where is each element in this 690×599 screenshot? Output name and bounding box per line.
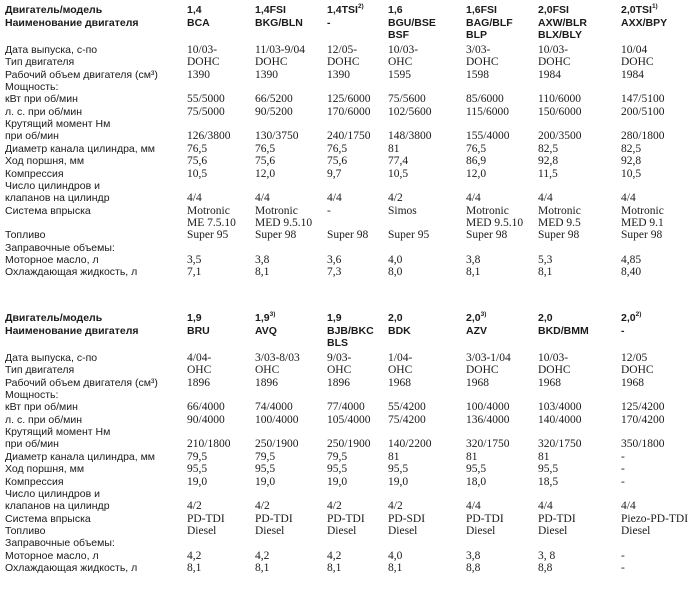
engine-size-text: 1,9	[187, 312, 202, 324]
column-engine-code: AXW/BLR	[538, 16, 587, 29]
table-cell: 115/6000	[466, 105, 510, 118]
table-cell: 1598	[466, 68, 489, 81]
table-cell: Super 95	[388, 229, 430, 242]
table-cell: 210/1800	[187, 438, 231, 451]
header-label: Двигатель/модель	[5, 4, 103, 16]
table-cell: 8,1	[255, 561, 270, 574]
row-label: Тип двигателя	[5, 364, 75, 377]
table-cell: 82,5	[538, 142, 559, 155]
engine-size-text: 1,4TSI	[327, 4, 358, 16]
table-cell: PD-TDI	[538, 512, 576, 525]
table-cell: 4/2	[187, 500, 202, 513]
table-cell: 1595	[388, 68, 411, 81]
table-cell: 76,5	[466, 142, 487, 155]
column-engine-size	[621, 4, 658, 16]
table-cell: 4,0	[388, 253, 403, 266]
table-cell: 76,5	[255, 142, 276, 155]
table-cell: 4/4	[466, 192, 481, 205]
row-label: Заправочные объемы:	[5, 537, 115, 550]
table-cell: 125/4200	[621, 401, 665, 414]
row-label: клапанов на цилиндр	[5, 500, 110, 513]
table-cell: 10/03-	[538, 352, 569, 364]
table-cell: Motronic	[466, 204, 509, 217]
table-cell: 81	[388, 142, 400, 155]
table-cell: 126/3800	[187, 130, 231, 143]
table-cell: 3, 8	[538, 549, 556, 562]
table-cell: 4/4	[187, 192, 202, 205]
table-cell: 130/3750	[255, 130, 299, 143]
table-cell: 90/5200	[255, 105, 293, 118]
table-cell: 125/6000	[327, 93, 371, 106]
table-cell: 19,0	[388, 475, 409, 488]
table-cell: Diesel	[538, 524, 568, 537]
table-cell: 79,5	[255, 450, 276, 463]
table-cell: 1968	[621, 376, 644, 389]
row-label: Рабочий объем двигателя (см³)	[5, 68, 158, 81]
table-cell: DOHC	[327, 56, 360, 69]
table-cell: 95,5	[187, 463, 208, 476]
table-cell: 4/4	[538, 192, 553, 205]
engine-size-text: 1,4FSI	[255, 4, 286, 16]
table-cell: 92,8	[621, 155, 642, 168]
row-label: Тип двигателя	[5, 56, 75, 69]
column-engine-size	[187, 312, 202, 324]
row-label: Диаметр канала цилиндра, мм	[5, 450, 156, 463]
table-cell: 1968	[466, 376, 489, 389]
row-label: Дата выпуска, с-по	[5, 44, 98, 56]
table-cell: 55/4200	[388, 401, 426, 414]
table-cell: 200/3500	[538, 130, 582, 143]
table-cell: 148/3800	[388, 130, 432, 143]
table-cell: 200/5100	[621, 105, 665, 118]
table-cell: MED 9.5.10	[255, 216, 313, 229]
table-cell: OHC	[187, 364, 212, 377]
table-cell: 74/4000	[255, 401, 293, 414]
table-cell: Super 98	[538, 229, 580, 242]
table-cell: 250/1900	[255, 438, 299, 451]
engine-size-text: 2,0FSI	[538, 4, 569, 16]
table-cell: Diesel	[466, 524, 496, 537]
table-cell: 1896	[255, 376, 278, 389]
column-engine-code: BGU/BSE	[388, 16, 436, 29]
table-cell: 18,0	[466, 475, 487, 488]
table-cell: DOHC	[621, 364, 654, 377]
table-cell: PD-TDI	[187, 512, 225, 525]
table-cell: 75/5000	[187, 105, 225, 118]
table-cell: 170/6000	[327, 105, 371, 118]
column-engine-code: BCA	[187, 16, 210, 29]
row-label: Моторное масло, л	[5, 549, 99, 562]
row-label: при об/мин	[5, 130, 59, 143]
table-cell: 10,5	[388, 167, 409, 180]
table-cell: Super 98	[327, 229, 369, 242]
table-cell: 3/03-	[466, 44, 491, 56]
table-cell: 8,1	[187, 561, 202, 574]
table-cell: 90/4000	[187, 413, 225, 426]
column-engine-code: -	[327, 16, 331, 29]
table-cell: -	[327, 204, 331, 217]
table-cell: 10,5	[187, 167, 208, 180]
column-engine-code: BDK	[388, 324, 411, 337]
table-cell: DOHC	[538, 56, 571, 69]
row-label: Рабочий объем двигателя (см³)	[5, 376, 158, 389]
table-cell: 76,5	[327, 142, 348, 155]
row-label: клапанов на цилиндр	[5, 192, 110, 205]
row-label: Моторное масло, л	[5, 253, 99, 266]
table-cell: Diesel	[255, 524, 285, 537]
table-cell: 12,0	[466, 167, 487, 180]
table-cell: 77,4	[388, 155, 409, 168]
table-cell: 95,5	[538, 463, 559, 476]
table-cell: 10/03-	[388, 44, 419, 56]
table-cell: DOHC	[466, 364, 499, 377]
table-cell: 100/4000	[255, 413, 299, 426]
table-cell: PD-TDI	[327, 512, 365, 525]
table-cell: 8,8	[538, 561, 553, 574]
table-cell: -	[621, 549, 625, 562]
table-cell: 66/5200	[255, 93, 293, 106]
table-cell: 4/4	[466, 500, 481, 513]
table-cell: 4,85	[621, 253, 642, 266]
table-cell: 3,5	[187, 253, 202, 266]
table-cell: 4/2	[388, 192, 403, 205]
table-cell: 75,6	[255, 155, 276, 168]
table-cell: 1984	[538, 68, 561, 81]
table-cell: Motronic	[187, 204, 230, 217]
row-label: Число цилиндров и	[5, 179, 100, 192]
row-label: Ход поршня, мм	[5, 155, 85, 168]
table-cell: 4/04-	[187, 352, 212, 364]
table-cell: 4,2	[327, 549, 342, 562]
header-label: Наименование двигателя	[5, 324, 139, 337]
table-cell: Motronic	[538, 204, 581, 217]
table-cell: 10,5	[621, 167, 642, 180]
row-label: Система впрыска	[5, 512, 91, 525]
table-cell: 7,3	[327, 266, 342, 279]
column-engine-code: BAG/BLF	[466, 16, 513, 29]
table-cell: DOHC	[538, 364, 571, 377]
table-cell: Super 95	[187, 229, 229, 242]
table-cell: 4/4	[255, 192, 270, 205]
table-cell: 10/03-	[187, 44, 218, 56]
table-cell: 4,2	[255, 549, 270, 562]
row-label: Заправочные объемы:	[5, 241, 115, 254]
table-cell: Diesel	[187, 524, 217, 537]
row-label: кВт при об/мин	[5, 93, 78, 106]
table-cell: 3,8	[466, 549, 481, 562]
table-cell: 1390	[327, 68, 350, 81]
engine-size-text: 2,0	[538, 312, 553, 324]
table-cell: 105/4000	[327, 413, 371, 426]
header-label: Наименование двигателя	[5, 16, 139, 29]
table-cell: 1984	[621, 68, 644, 81]
column-engine-size	[388, 312, 403, 324]
table-cell: 4,2	[187, 549, 202, 562]
table-cell: 19,0	[255, 475, 276, 488]
table-cell: 76,5	[187, 142, 208, 155]
table-cell: 8,1	[538, 266, 553, 279]
table-cell: PD-TDI	[255, 512, 293, 525]
column-engine-size	[466, 312, 486, 324]
table-cell: Diesel	[388, 524, 418, 537]
column-engine-size	[255, 4, 286, 16]
table-cell: 5,3	[538, 253, 553, 266]
table-cell: 4/4	[538, 500, 553, 513]
column-engine-code-cont: BLP	[466, 29, 487, 41]
footnote-mark: 3)	[269, 311, 276, 318]
table-cell: MED 9.1	[621, 216, 664, 229]
table-cell: PD-TDI	[466, 512, 504, 525]
table-cell: MED 9.5	[538, 216, 581, 229]
table-cell: 320/1750	[466, 438, 510, 451]
footnote-mark: 3)	[480, 311, 487, 318]
table-cell: 150/6000	[538, 105, 582, 118]
table-cell: 155/4000	[466, 130, 510, 143]
footnote-mark: 1)	[651, 3, 658, 10]
table-cell: 10/03-	[538, 44, 569, 56]
row-label: Крутящий момент Нм	[5, 426, 111, 439]
table-cell: 8,1	[255, 266, 270, 279]
engine-size-text: 2,0	[388, 312, 403, 324]
column-engine-size	[621, 312, 641, 324]
table-cell: 8,8	[466, 561, 481, 574]
table-cell: -	[621, 475, 625, 488]
table-cell: 82,5	[621, 142, 642, 155]
column-engine-code-cont: BLX/BLY	[538, 29, 582, 41]
row-label: Система впрыска	[5, 204, 91, 217]
row-label: Дата выпуска, с-по	[5, 352, 98, 364]
table-cell: 102/5600	[388, 105, 432, 118]
table-cell: 3,6	[327, 253, 342, 266]
table-cell: 320/1750	[538, 438, 582, 451]
engine-size-text: 1,9	[255, 312, 270, 324]
table-cell: PD-SDI	[388, 512, 426, 525]
table-cell: 81	[388, 450, 400, 463]
table-cell: Diesel	[327, 524, 357, 537]
table-cell: 92,8	[538, 155, 559, 168]
table-cell: 1/04-	[388, 352, 413, 364]
table-cell: 7,1	[187, 266, 202, 279]
table-cell: 250/1900	[327, 438, 371, 451]
row-label: Число цилиндров и	[5, 487, 100, 500]
table-cell: 240/1750	[327, 130, 371, 143]
column-engine-size	[327, 4, 364, 16]
engine-size-text: 1,6FSI	[466, 4, 497, 16]
row-label: Топливо	[5, 524, 46, 537]
table-cell: 95,5	[327, 463, 348, 476]
row-label: Охлаждающая жидкость, л	[5, 266, 138, 279]
table-cell: 280/1800	[621, 130, 665, 143]
table-cell: 140/2200	[388, 438, 432, 451]
table-cell: 100/4000	[466, 401, 510, 414]
column-engine-code-cont: BLS	[327, 337, 348, 349]
table-cell: Piezo-PD-TDI	[621, 512, 689, 525]
table-cell: 1968	[538, 376, 561, 389]
table-cell: 8,1	[327, 561, 342, 574]
table-cell: 86,9	[466, 155, 487, 168]
table-cell: 95,5	[388, 463, 409, 476]
table-cell: DOHC	[621, 56, 654, 69]
table-cell: 1390	[187, 68, 210, 81]
table-cell: 8,0	[388, 266, 403, 279]
column-engine-size	[388, 4, 403, 16]
table-cell: 79,5	[327, 450, 348, 463]
engine-size-text: 2,0	[621, 312, 636, 324]
table-cell: 3/03-1/04	[466, 352, 511, 364]
table-cell: 12/05-	[327, 44, 358, 56]
engine-size-text: 2,0TSI	[621, 4, 652, 16]
table-cell: 140/4000	[538, 413, 582, 426]
table-cell: 75/5600	[388, 93, 426, 106]
table-cell: 79,5	[187, 450, 208, 463]
table-cell: 1968	[388, 376, 411, 389]
row-label: Охлаждающая жидкость, л	[5, 561, 138, 574]
table-cell: Motronic	[621, 204, 664, 217]
table-cell: Diesel	[621, 524, 651, 537]
column-engine-size	[538, 4, 569, 16]
table-cell: 8,1	[388, 561, 403, 574]
row-label: Компрессия	[5, 475, 64, 488]
table-cell: 75/4200	[388, 413, 426, 426]
table-cell: 10/04	[621, 44, 648, 56]
column-engine-size	[466, 4, 497, 16]
table-cell: -	[621, 463, 625, 476]
table-cell: 75,6	[327, 155, 348, 168]
table-cell: -	[621, 450, 625, 463]
table-cell: 18,5	[538, 475, 559, 488]
table-cell: 3/03-8/03	[255, 352, 300, 364]
table-cell: MED 9.5.10	[466, 216, 524, 229]
table-cell: 4/4	[621, 192, 636, 205]
table-cell: Super 98	[621, 229, 663, 242]
column-engine-code: AZV	[466, 324, 487, 337]
table-cell: 11/03-9/04	[255, 44, 306, 56]
table-cell: OHC	[388, 56, 413, 69]
table-cell: DOHC	[187, 56, 220, 69]
engine-size-text: 1,6	[388, 4, 403, 16]
column-engine-code: AXX/BPY	[621, 16, 668, 29]
table-cell: Motronic	[255, 204, 298, 217]
row-label: Ход поршня, мм	[5, 463, 85, 476]
row-label: Крутящий момент Нм	[5, 118, 111, 131]
column-engine-code: BJB/BKC	[327, 324, 374, 337]
row-label: л. с. при об/мин	[5, 105, 83, 118]
table-cell: OHC	[388, 364, 413, 377]
table-cell: 77/4000	[327, 401, 365, 414]
table-cell: 4/4	[327, 192, 342, 205]
row-label: кВт при об/мин	[5, 401, 78, 414]
table-cell: 4/2	[327, 500, 342, 513]
table-cell: 81	[466, 450, 478, 463]
row-label: л. с. при об/мин	[5, 413, 83, 426]
table-cell: OHC	[255, 364, 280, 377]
table-cell: 350/1800	[621, 438, 665, 451]
table-cell: DOHC	[255, 56, 288, 69]
table-cell: 95,5	[255, 463, 276, 476]
row-label: при об/мин	[5, 438, 59, 451]
table-cell: 95,5	[466, 463, 487, 476]
footnote-mark: 2)	[357, 3, 364, 10]
column-engine-size	[187, 4, 202, 16]
table-cell: DOHC	[466, 56, 499, 69]
table-cell: 147/5100	[621, 93, 665, 106]
table-cell: 3,8	[466, 253, 481, 266]
column-engine-code: BKD/BMM	[538, 324, 589, 337]
row-label: Диаметр канала цилиндра, мм	[5, 142, 156, 155]
row-label: Мощность:	[5, 81, 59, 94]
engine-size-text: 1,9	[327, 312, 342, 324]
table-cell: Super 98	[255, 229, 297, 242]
table-cell: 4/4	[621, 500, 636, 513]
table-cell: 4/2	[388, 500, 403, 513]
table-cell: 55/5000	[187, 93, 225, 106]
table-cell: OHC	[327, 364, 352, 377]
table-cell: 81	[538, 450, 550, 463]
column-engine-code: BKG/BLN	[255, 16, 303, 29]
engine-size-text: 1,4	[187, 4, 202, 16]
table-cell: 1896	[327, 376, 350, 389]
table-cell: 75,6	[187, 155, 208, 168]
table-cell: 8,1	[466, 266, 481, 279]
table-cell: 12,0	[255, 167, 276, 180]
engine-size-text: 2,0	[466, 312, 481, 324]
table-cell: Super 98	[466, 229, 508, 242]
table-cell: 19,0	[327, 475, 348, 488]
table-cell: 19,0	[187, 475, 208, 488]
table-cell: 103/4000	[538, 401, 582, 414]
table-cell: 9/03-	[327, 352, 352, 364]
table-cell: 110/6000	[538, 93, 582, 106]
column-engine-size	[255, 312, 275, 324]
table-cell: 1896	[187, 376, 210, 389]
table-cell: 11,5	[538, 167, 558, 180]
table-cell: 66/4000	[187, 401, 225, 414]
table-cell: 12/05	[621, 352, 648, 364]
table-cell: 4,0	[388, 549, 403, 562]
table-cell: 1390	[255, 68, 278, 81]
footnote-mark: 2)	[635, 311, 642, 318]
header-label: Двигатель/модель	[5, 312, 103, 324]
column-engine-code: AVQ	[255, 324, 277, 337]
table-cell: 9,7	[327, 167, 342, 180]
column-engine-size	[327, 312, 342, 324]
table-cell: 170/4200	[621, 413, 665, 426]
table-cell: 3,8	[255, 253, 270, 266]
table-cell: 85/6000	[466, 93, 504, 106]
table-cell: 8,40	[621, 266, 642, 279]
column-engine-code: BRU	[187, 324, 210, 337]
column-engine-code: -	[621, 324, 625, 337]
row-label: Компрессия	[5, 167, 64, 180]
table-cell: 136/4000	[466, 413, 510, 426]
column-engine-size	[538, 312, 553, 324]
row-label: Мощность:	[5, 389, 59, 402]
table-cell: ME 7.5.10	[187, 216, 236, 229]
table-cell: 4/2	[255, 500, 270, 513]
table-cell: Simos	[388, 204, 417, 217]
row-label: Топливо	[5, 229, 46, 242]
table-cell: -	[621, 561, 625, 574]
column-engine-code-cont: BSF	[388, 29, 409, 41]
